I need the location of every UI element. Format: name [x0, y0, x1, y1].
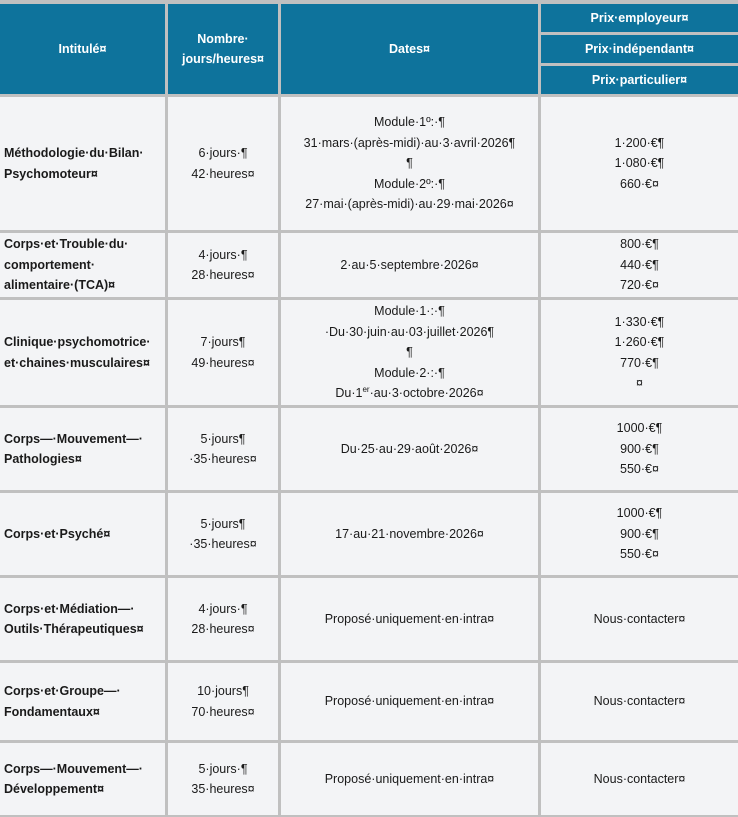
- course-title-line: Corps·et·Médiation—·: [4, 601, 135, 616]
- header-dates-text: Dates¤: [389, 42, 430, 56]
- course-title-line: Pathologies¤: [4, 452, 82, 466]
- course-title-line: Développement¤: [4, 782, 105, 796]
- course-title-lines: [4, 143, 144, 184]
- course-prices-lines: [594, 609, 686, 630]
- course-dates-cell: [281, 743, 538, 815]
- course-duration-lines: [191, 332, 254, 373]
- course-prices-line: 900·€¶: [620, 441, 659, 456]
- course-title-cell: [0, 233, 165, 297]
- course-duration-line: 49·heures¤: [191, 355, 255, 370]
- course-prices-line: 440·€¶: [620, 257, 659, 272]
- course-duration-line: 42·heures¤: [191, 166, 255, 181]
- header-dates: [281, 4, 538, 94]
- course-prices-line: 1000·€¶: [616, 421, 663, 436]
- course-title-line: Psychomoteur¤: [4, 166, 98, 181]
- course-duration-line: 5·jours¶: [200, 516, 246, 531]
- header-title-text: Intitulé¤: [58, 42, 107, 56]
- course-duration-lines: [191, 245, 254, 286]
- course-title-lines: [4, 332, 151, 373]
- course-prices-lines: [594, 769, 686, 790]
- header-prices: [541, 4, 738, 94]
- header-price-employer-text: Prix·employeur¤: [590, 11, 689, 25]
- course-dates-lines: [325, 301, 494, 404]
- course-duration-cell: [168, 300, 278, 405]
- course-dates-cell: [281, 233, 538, 297]
- course-prices-cell: [541, 663, 738, 740]
- course-title-lines: [4, 234, 128, 296]
- course-prices-lines: [617, 418, 663, 480]
- course-prices-cell: [541, 233, 738, 297]
- course-title-cell: [0, 300, 165, 405]
- course-duration-lines: [189, 514, 256, 555]
- course-dates-line: ¶: [406, 345, 413, 360]
- course-title-lines: [4, 524, 110, 545]
- course-prices-line: 770·€¶: [620, 355, 659, 370]
- course-title-lines: [4, 681, 121, 722]
- course-prices-line: 1·080·€¶: [614, 156, 665, 171]
- course-duration-lines: [189, 429, 256, 470]
- ordinal-superscript: er: [362, 385, 370, 395]
- course-duration-line: 4·jours·¶: [198, 601, 248, 616]
- course-prices-lines: [617, 503, 663, 565]
- course-dates-cell: [281, 300, 538, 405]
- course-duration-lines: [191, 599, 254, 640]
- course-duration-lines: [191, 759, 254, 800]
- course-prices-line: 1000·€¶: [616, 506, 663, 521]
- course-dates-lines: [335, 524, 484, 545]
- header-title: [0, 4, 165, 94]
- course-dates-lines: [325, 691, 495, 712]
- course-dates-cell: [281, 97, 538, 230]
- course-title-line: alimentaire·(TCA)¤: [4, 278, 116, 293]
- course-prices-line: 550·€¤: [620, 547, 659, 562]
- course-title-line: Corps·et·Psyché¤: [4, 526, 111, 541]
- course-prices-line: Nous·contacter¤: [593, 771, 686, 786]
- course-prices-line: 1·200·€¶: [614, 135, 665, 150]
- course-title-line: Corps—·Mouvement—·: [4, 431, 143, 446]
- course-title-cell: [0, 663, 165, 740]
- course-duration-line: 6·jours·¶: [198, 146, 248, 160]
- course-prices-line: 1·330·€¶: [614, 314, 665, 329]
- course-dates-line: Du·1er·au·3·octobre·2026¤: [335, 385, 484, 401]
- course-duration-line: 70·heures¤: [191, 704, 255, 719]
- course-dates-line: Proposé·uniquement·en·intra¤: [324, 771, 495, 786]
- course-prices-cell: [541, 408, 738, 490]
- course-prices-cell: [541, 97, 738, 230]
- course-title-line: Méthodologie·du·Bilan·: [4, 146, 144, 160]
- course-dates-line: 31·mars·(après-midi)·au·3·avril·2026¶: [303, 135, 516, 150]
- course-title-cell: [0, 97, 165, 230]
- course-dates-lines: [341, 439, 479, 460]
- course-dates-cell: [281, 408, 538, 490]
- course-duration-line: 7·jours¶: [200, 335, 246, 349]
- header-duration-line: jours/heures¤: [182, 52, 264, 66]
- course-duration-cell: [168, 663, 278, 740]
- course-dates-line: Module·1º:·¶: [373, 115, 445, 130]
- course-dates-line: 2·au·5·septembre·2026¤: [340, 257, 479, 272]
- course-dates-line: Proposé·uniquement·en·intra¤: [324, 694, 495, 709]
- course-duration-cell: [168, 743, 278, 815]
- course-prices-cell: [541, 493, 738, 575]
- course-prices-lines: [615, 312, 665, 394]
- course-dates-lines: [325, 769, 495, 790]
- header-price-independent: [541, 35, 738, 63]
- course-duration-lines: [191, 143, 254, 184]
- course-duration-cell: [168, 408, 278, 490]
- course-duration-cell: [168, 578, 278, 660]
- header-price-independent-text: Prix·indépendant¤: [584, 42, 695, 56]
- course-dates-line: Proposé·uniquement·en·intra¤: [324, 611, 495, 626]
- course-duration-cell: [168, 233, 278, 297]
- course-dates-line: Module·2·:·¶: [374, 365, 445, 380]
- course-prices-lines: [615, 133, 665, 195]
- course-prices-line: Nous·contacter¤: [593, 611, 686, 626]
- course-prices-line: 800·€¶: [620, 237, 659, 252]
- course-dates-lines: [304, 112, 516, 215]
- course-dates-line: 27·mai·(après-midi)·au·29·mai·2026¤: [305, 197, 514, 212]
- header-duration-lines: [182, 29, 264, 69]
- course-duration-line: 5·jours·¶: [198, 761, 248, 776]
- course-prices-line: Nous·contacter¤: [593, 694, 686, 709]
- course-title-line: Corps—·Mouvement—·: [4, 761, 143, 776]
- course-duration-line: ·35·heures¤: [189, 452, 257, 466]
- course-duration-line: 10·jours¶: [197, 684, 249, 698]
- course-dates-line: Module·1·:·¶: [374, 304, 445, 319]
- course-title-lines: [4, 599, 144, 640]
- course-dates-line: ·Du·30·juin·au·03·juillet·2026¶: [324, 324, 495, 339]
- course-dates-line: Module·2º:·¶: [373, 176, 445, 191]
- course-title-cell: [0, 408, 165, 490]
- course-prices-line: 900·€¶: [620, 526, 659, 541]
- course-dates-lines: [325, 609, 495, 630]
- course-duration-lines: [191, 681, 254, 722]
- course-prices-cell: [541, 300, 738, 405]
- course-dates-cell: [281, 663, 538, 740]
- course-prices-line: 1·260·€¶: [614, 335, 665, 349]
- course-title-line: et·chaines·musculaires¤: [4, 355, 150, 370]
- course-duration-line: 4·jours·¶: [198, 247, 248, 262]
- course-duration-cell: [168, 97, 278, 230]
- course-title-lines: [4, 759, 143, 800]
- course-duration-line: ·35·heures¤: [189, 537, 257, 551]
- course-dates-cell: [281, 578, 538, 660]
- course-title-cell: [0, 743, 165, 815]
- header-price-employer: [541, 4, 738, 32]
- course-duration-line: 35·heures¤: [191, 782, 255, 796]
- course-prices-line: ¤: [636, 376, 643, 390]
- course-title-line: Outils·Thérapeutiques¤: [4, 622, 144, 636]
- course-prices-cell: [541, 578, 738, 660]
- course-title-cell: [0, 578, 165, 660]
- course-prices-line: 550·€¤: [620, 462, 659, 477]
- course-dates-line: ¶: [406, 156, 413, 171]
- course-title-line: Corps·et·Trouble·du·: [4, 237, 129, 252]
- header-duration: [168, 4, 278, 94]
- course-title-cell: [0, 493, 165, 575]
- header-price-individual-text: Prix·particulier¤: [591, 73, 688, 87]
- course-duration-line: 5·jours¶: [200, 431, 246, 446]
- course-title-lines: [4, 429, 143, 470]
- course-prices-lines: [620, 234, 659, 296]
- course-prices-cell: [541, 743, 738, 815]
- course-dates-cell: [281, 493, 538, 575]
- course-title-line: Fondamentaux¤: [4, 704, 100, 719]
- course-dates-lines: [340, 255, 478, 276]
- course-dates-line: Du·25·au·29·août·2026¤: [340, 441, 479, 456]
- course-title-line: Corps·et·Groupe—·: [4, 684, 121, 698]
- course-duration-cell: [168, 493, 278, 575]
- header-duration-line: Nombre·: [197, 32, 249, 46]
- course-duration-line: 28·heures¤: [191, 268, 255, 282]
- course-prices-line: 660·€¤: [620, 176, 659, 191]
- training-table: [0, 4, 738, 815]
- course-title-line: Clinique·psychomotrice·: [4, 335, 151, 349]
- course-dates-line: 17·au·21·novembre·2026¤: [335, 526, 484, 541]
- course-prices-line: 720·€¤: [620, 278, 659, 293]
- header-price-individual: [541, 66, 738, 94]
- course-duration-line: 28·heures¤: [191, 622, 255, 636]
- course-prices-lines: [594, 691, 686, 712]
- course-title-line: comportement·: [4, 257, 95, 272]
